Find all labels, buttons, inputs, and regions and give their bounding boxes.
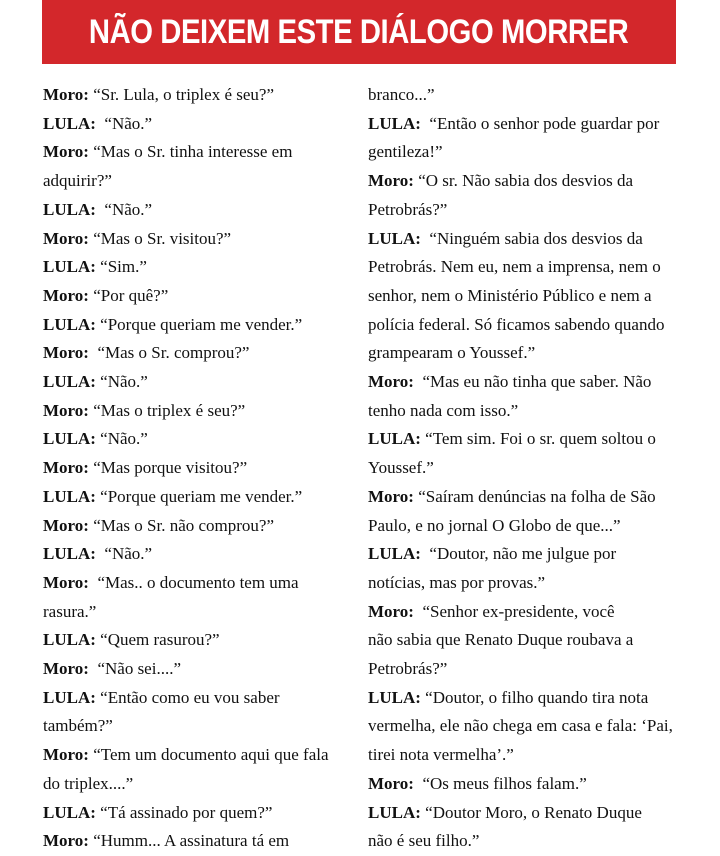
dialogue-text: “Doutor Moro, o Renato Duque	[420, 802, 642, 822]
dialogue-text: Petrobrás?”	[368, 199, 448, 219]
dialogue-line	[43, 225, 348, 254]
dialogue-line	[368, 110, 688, 139]
dialogue-text: “Sr. Lula, o triplex é seu?”	[88, 85, 275, 104]
dialogue-line	[43, 368, 348, 397]
dialogue-text: “Porque queriam me vender.”	[95, 486, 303, 506]
dialogue-text: Petrobrás. Nem eu, nem a imprensa, nem o	[368, 257, 661, 277]
speaker-label: LULA:	[43, 257, 96, 277]
dialogue-line	[368, 282, 688, 311]
dialogue-line	[43, 770, 348, 799]
dialogue-text: “Não.”	[95, 372, 148, 392]
dialogue-text: rasura.”	[43, 601, 97, 621]
dialogue-text: “Mas o Sr. comprou?”	[88, 343, 250, 363]
dialogue-line	[43, 167, 348, 196]
speaker-label: LULA:	[368, 802, 421, 822]
dialogue-text: não sabia que Renato Duque roubava a	[368, 630, 634, 650]
speaker-label: Moro:	[43, 142, 89, 162]
dialogue-line	[368, 598, 688, 627]
dialogue-line	[368, 167, 688, 196]
dialogue-text: do triplex....”	[43, 773, 134, 793]
dialogue-text: “Sim.”	[95, 257, 147, 277]
dialogue-text: “Por quê?”	[88, 285, 169, 305]
dialogue-text: “Mas o Sr. não comprou?”	[88, 515, 275, 535]
dialogue-text: “Mas.. o documento tem uma	[88, 572, 299, 592]
speaker-label: LULA:	[43, 630, 96, 650]
speaker-label: LULA:	[368, 429, 421, 449]
dialogue-text: não é seu filho.”	[368, 831, 480, 851]
dialogue-text: branco...”	[368, 85, 435, 104]
dialogue-line	[368, 569, 688, 598]
dialogue-text: gentileza!”	[368, 142, 443, 162]
dialogue-line	[43, 684, 348, 713]
speaker-label: Moro:	[43, 228, 89, 248]
speaker-label: Moro:	[43, 458, 89, 478]
dialogue-line	[43, 598, 348, 627]
dialogue-line	[43, 454, 348, 483]
dialogue-column-left	[43, 81, 348, 856]
dialogue-text: tirei nota vermelha’.”	[368, 745, 514, 765]
dialogue-line	[368, 253, 688, 282]
dialogue-line	[368, 454, 688, 483]
page-title: NÃO DEIXEM ESTE DIÁLOGO MORRER	[89, 12, 629, 51]
dialogue-text: “Então como eu vou saber	[95, 687, 280, 707]
speaker-label: LULA:	[43, 113, 96, 133]
dialogue-line	[43, 138, 348, 167]
dialogue-line	[43, 253, 348, 282]
dialogue-line	[368, 368, 688, 397]
dialogue-line	[368, 827, 688, 856]
dialogue-line	[43, 339, 348, 368]
dialogue-text: “Então o senhor pode guardar por	[420, 113, 660, 133]
speaker-label: Moro:	[43, 745, 89, 765]
dialogue-line	[368, 741, 688, 770]
dialogue-text: “O sr. Não sabia dos desvios da	[413, 171, 634, 191]
dialogue-text: “Quem rasurou?”	[95, 630, 220, 650]
dialogue-line	[368, 799, 688, 828]
speaker-label: Moro:	[368, 601, 414, 621]
speaker-label: Moro:	[43, 343, 89, 363]
dialogue-text: “Tem sim. Foi o sr. quem soltou o	[420, 429, 656, 449]
speaker-label: LULA:	[43, 429, 96, 449]
dialogue-text: notícias, mas por provas.”	[368, 572, 546, 592]
speaker-label: Moro:	[43, 515, 89, 535]
dialogue-text: “Mas porque visitou?”	[88, 458, 248, 478]
dialogue-text: “Humm... A assinatura tá em	[88, 831, 290, 851]
dialogue-text: Paulo, e no jornal O Globo de que...”	[368, 515, 621, 535]
dialogue-line	[368, 138, 688, 167]
dialogue-line	[43, 397, 348, 426]
dialogue-text: Petrobrás?”	[368, 659, 448, 679]
speaker-label: Moro:	[43, 285, 89, 305]
speaker-label: LULA:	[43, 372, 96, 392]
dialogue-line	[368, 196, 688, 225]
dialogue-text: “Não.”	[95, 113, 153, 133]
speaker-label: Moro:	[368, 486, 414, 506]
dialogue-line	[43, 425, 348, 454]
dialogue-line	[43, 655, 348, 684]
speaker-label: LULA:	[368, 544, 421, 564]
dialogue-text: “Mas o triplex é seu?”	[88, 400, 246, 420]
speaker-label: Moro:	[368, 773, 414, 793]
dialogue-line	[368, 512, 688, 541]
dialogue-line	[43, 196, 348, 225]
dialogue-text: senhor, nem o Ministério Público e nem a	[368, 285, 652, 305]
dialogue-line	[368, 655, 688, 684]
speaker-label: LULA:	[43, 486, 96, 506]
dialogue-text: “Senhor ex-presidente, você	[413, 601, 615, 621]
speaker-label: LULA:	[43, 802, 96, 822]
speaker-label: LULA:	[43, 687, 96, 707]
dialogue-text: “Doutor, não me julgue por	[420, 544, 617, 564]
dialogue-text: também?”	[43, 716, 113, 736]
dialogue-line	[43, 311, 348, 340]
dialogue-line	[43, 741, 348, 770]
dialogue-text: tenho nada com isso.”	[368, 400, 519, 420]
dialogue-line	[43, 712, 348, 741]
dialogue-line	[43, 540, 348, 569]
dialogue-line	[368, 626, 688, 655]
dialogue-line	[368, 712, 688, 741]
dialogue-line	[43, 626, 348, 655]
dialogue-text: “Não.”	[95, 544, 153, 564]
dialogue-line	[368, 339, 688, 368]
dialogue-line	[368, 81, 688, 110]
dialogue-text: polícia federal. Só ficamos sabendo quando	[368, 314, 665, 334]
dialogue-text: “Os meus filhos falam.”	[413, 773, 587, 793]
dialogue-line	[368, 483, 688, 512]
title-banner	[42, 0, 676, 64]
speaker-label: Moro:	[368, 372, 414, 392]
dialogue-text: “Mas o Sr. tinha interesse em	[88, 142, 293, 162]
dialogue-line	[43, 512, 348, 541]
speaker-label: Moro:	[43, 659, 89, 679]
speaker-label: LULA:	[43, 544, 96, 564]
speaker-label: LULA:	[368, 113, 421, 133]
dialogue-line	[43, 799, 348, 828]
dialogue-text: “Porque queriam me vender.”	[95, 314, 303, 334]
dialogue-text: “Ninguém sabia dos desvios da	[420, 228, 643, 248]
speaker-label: Moro:	[43, 85, 89, 104]
dialogue-line	[368, 311, 688, 340]
dialogue-text: “Saíram denúncias na folha de São	[413, 486, 656, 506]
dialogue-line	[368, 225, 688, 254]
dialogue-line	[368, 770, 688, 799]
dialogue-line	[43, 569, 348, 598]
speaker-label: LULA:	[43, 199, 96, 219]
speaker-label: LULA:	[368, 687, 421, 707]
dialogue-text: “Não sei....”	[88, 659, 182, 679]
speaker-label: Moro:	[368, 171, 414, 191]
speaker-label: Moro:	[43, 831, 89, 851]
dialogue-line	[43, 110, 348, 139]
dialogue-line	[43, 483, 348, 512]
dialogue-line	[368, 684, 688, 713]
dialogue-text: “Mas o Sr. visitou?”	[88, 228, 232, 248]
dialogue-text: “Não.”	[95, 429, 148, 449]
dialogue-text: “Tem um documento aqui que fala	[88, 745, 329, 765]
dialogue-line	[43, 81, 348, 110]
dialogue-text: adquirir?”	[43, 171, 112, 191]
dialogue-line	[368, 540, 688, 569]
dialogue-text: grampearam o Youssef.”	[368, 343, 536, 363]
speaker-label: Moro:	[43, 572, 89, 592]
dialogue-text: “Doutor, o filho quando tira nota	[420, 687, 649, 707]
dialogue-line	[368, 397, 688, 426]
dialogue-line	[43, 827, 348, 856]
dialogue-text: “Tá assinado por quem?”	[95, 802, 273, 822]
speaker-label: Moro:	[43, 400, 89, 420]
dialogue-text: Youssef.”	[368, 458, 434, 478]
dialogue-line	[43, 282, 348, 311]
speaker-label: LULA:	[43, 314, 96, 334]
dialogue-column-right	[368, 81, 688, 856]
dialogue-text: vermelha, ele não chega em casa e fala: ‘Pai,	[368, 716, 673, 736]
dialogue-line	[368, 425, 688, 454]
dialogue-text: “Não.”	[95, 199, 153, 219]
dialogue-text: “Mas eu não tinha que saber. Não	[413, 372, 652, 392]
speaker-label: LULA:	[368, 228, 421, 248]
